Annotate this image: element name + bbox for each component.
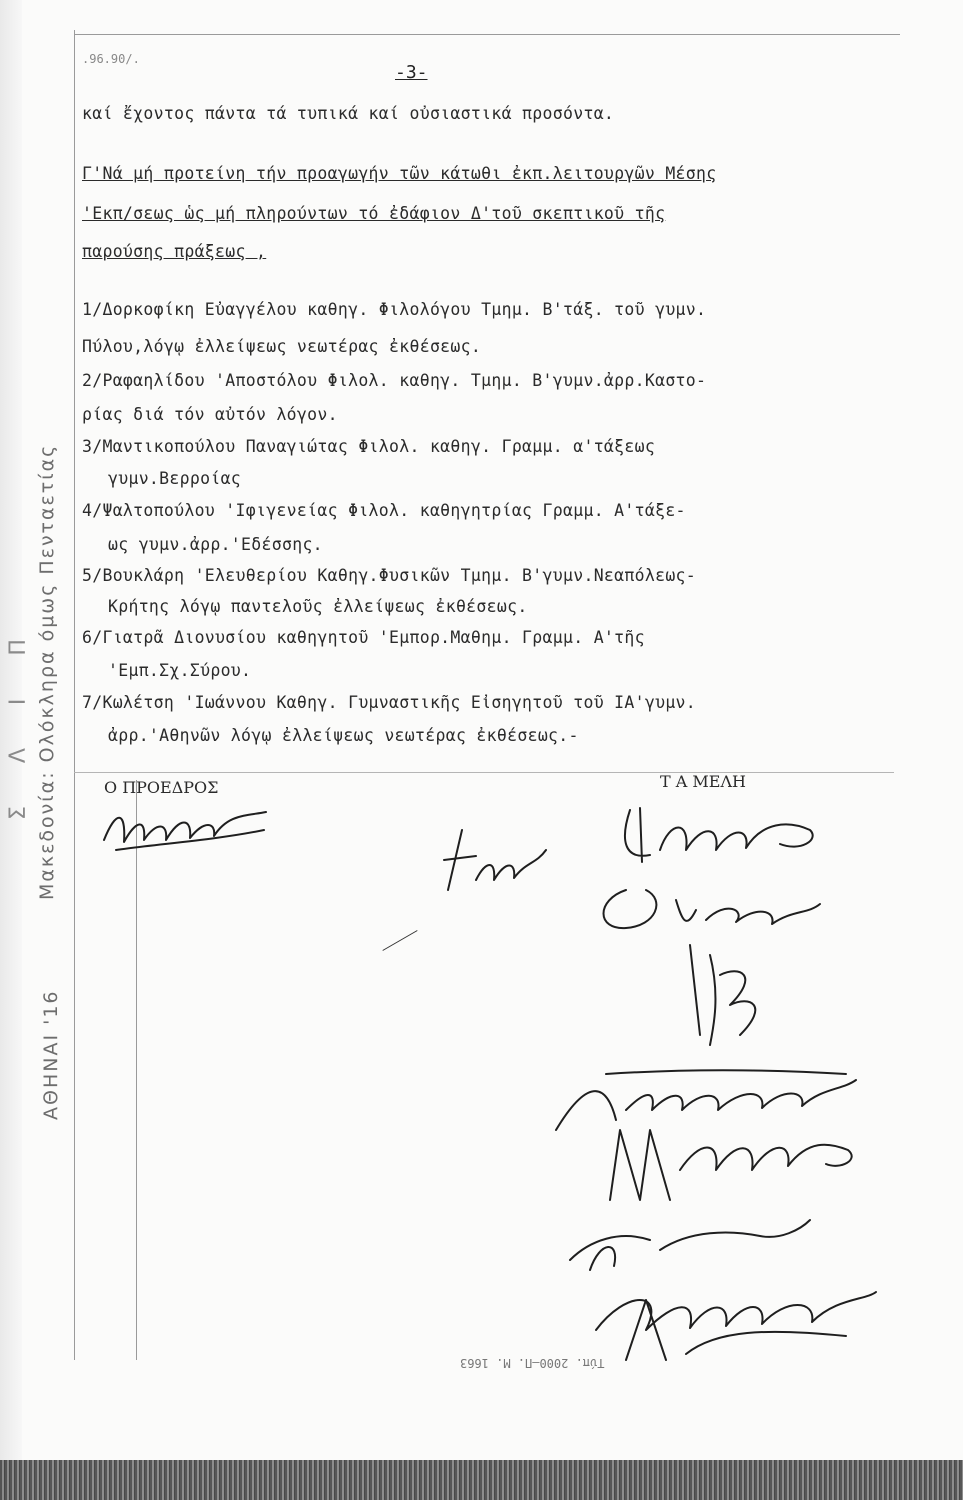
- body-line: καί ἔχοντος πάντα τά τυπικά καί οὐσιαστικά προσόντα.: [82, 104, 615, 123]
- body-line: Πύλου,λόγῳ ἐλλείψεως νεωτέρας ἐκθέσεως.: [82, 337, 482, 356]
- left-frame-line: [74, 30, 75, 1360]
- body-line: 5/Βουκλάρη 'Ελευθερίου Καθηγ.Φυσικῶν Τμημ. Β'γυμν.Νεαπόλεως-: [82, 566, 697, 585]
- member-signature-4: [670, 935, 780, 1055]
- body-line: 'Εκπ/σεως ὡς μή πληρούντων τό ἐδάφιον Δ'τοῦ σκεπτικοῦ τῆς: [82, 204, 666, 223]
- body-line: 2/Ραφαηλίδου 'Αποστόλου Φιλολ. καθηγ. Τμημ. Β'γυμν.ἀρρ.Καστο-: [82, 371, 707, 390]
- page-number: -3-: [395, 62, 428, 83]
- members-label: Τ Α ΜΕΛΗ: [660, 772, 746, 791]
- body-line: 'Εμπ.Σχ.Σύρου.: [108, 661, 252, 680]
- body-line: 7/Κωλέτση 'Ιωάννου Καθηγ. Γυμναστικῆς Εἰσηγητοῦ τοῦ ΙΑ'γυμν.: [82, 693, 697, 712]
- body-line: ως γυμν.ἀρρ.'Εδέσσης.: [108, 535, 323, 554]
- member-signature-8: [586, 1270, 886, 1370]
- body-line: γυμν.Βερροίας: [108, 469, 242, 488]
- margin-vertical-letters: Σ Λ Ι Π: [6, 621, 31, 820]
- signature-divider: [74, 772, 894, 773]
- member-signature-1: [436, 820, 556, 900]
- body-line: παρούσης πράξεως ,: [82, 242, 267, 261]
- margin-stamp: Μακεδονία: Ολόκληρα όμως Πενταετίας: [36, 443, 58, 900]
- footer-stamp: Τύπ. 2000—Π. Μ. 1663: [460, 1356, 605, 1370]
- inner-frame-line: [136, 780, 137, 1360]
- scan-bottom-edge: [0, 1460, 963, 1500]
- body-line: 3/Μαντικοπούλου Παναγιώτας Φιλολ. καθηγ. Γραμμ. α'τάξεως: [82, 437, 656, 456]
- member-signature-2: [610, 800, 830, 870]
- body-line: 6/Γιατρᾶ Διονυσίου καθηγητοῦ 'Εμπορ.Μαθημ. Γραμμ. Α'τῆς: [82, 628, 645, 647]
- body-line: Γ'Νά μή προτείνη τήν προαγωγήν τῶν κάτωθι ἐκπ.λειτουργῶν Μέσης: [82, 164, 717, 183]
- body-line: ρίας διά τόν αὐτόν λόγον.: [82, 405, 338, 424]
- header-reference: .96.90/.: [82, 52, 140, 66]
- pen-stroke: [382, 930, 417, 951]
- body-line: ἀρρ.'Αθηνῶν λόγῳ ἐλλείψεως νεωτέρας ἐκθέσεως.-: [108, 726, 579, 745]
- top-frame-line: [74, 34, 900, 35]
- member-signature-7: [560, 1200, 820, 1280]
- body-line: 1/Δορκοφίκη Εὐαγγέλου καθηγ. Φιλολόγου Τμημ. Β'τάξ. τοῦ γυμν.: [82, 300, 707, 319]
- president-signature: [96, 800, 276, 860]
- body-line: 4/Ψαλτοπούλου 'Ιφιγενείας Φιλολ. καθηγητρίας Γραμμ. Α'τάξε-: [82, 501, 686, 520]
- member-signature-6: [590, 1110, 870, 1210]
- member-signature-3: [586, 870, 826, 940]
- margin-archive-label: ΑΘΗΝΑΙ '16: [40, 989, 62, 1120]
- body-line: Κρήτης λόγῳ παντελοῦς ἐλλείψεως ἐκθέσεως.: [108, 597, 528, 616]
- president-label: Ο ΠΡΟΕΔΡΟΣ: [104, 778, 219, 797]
